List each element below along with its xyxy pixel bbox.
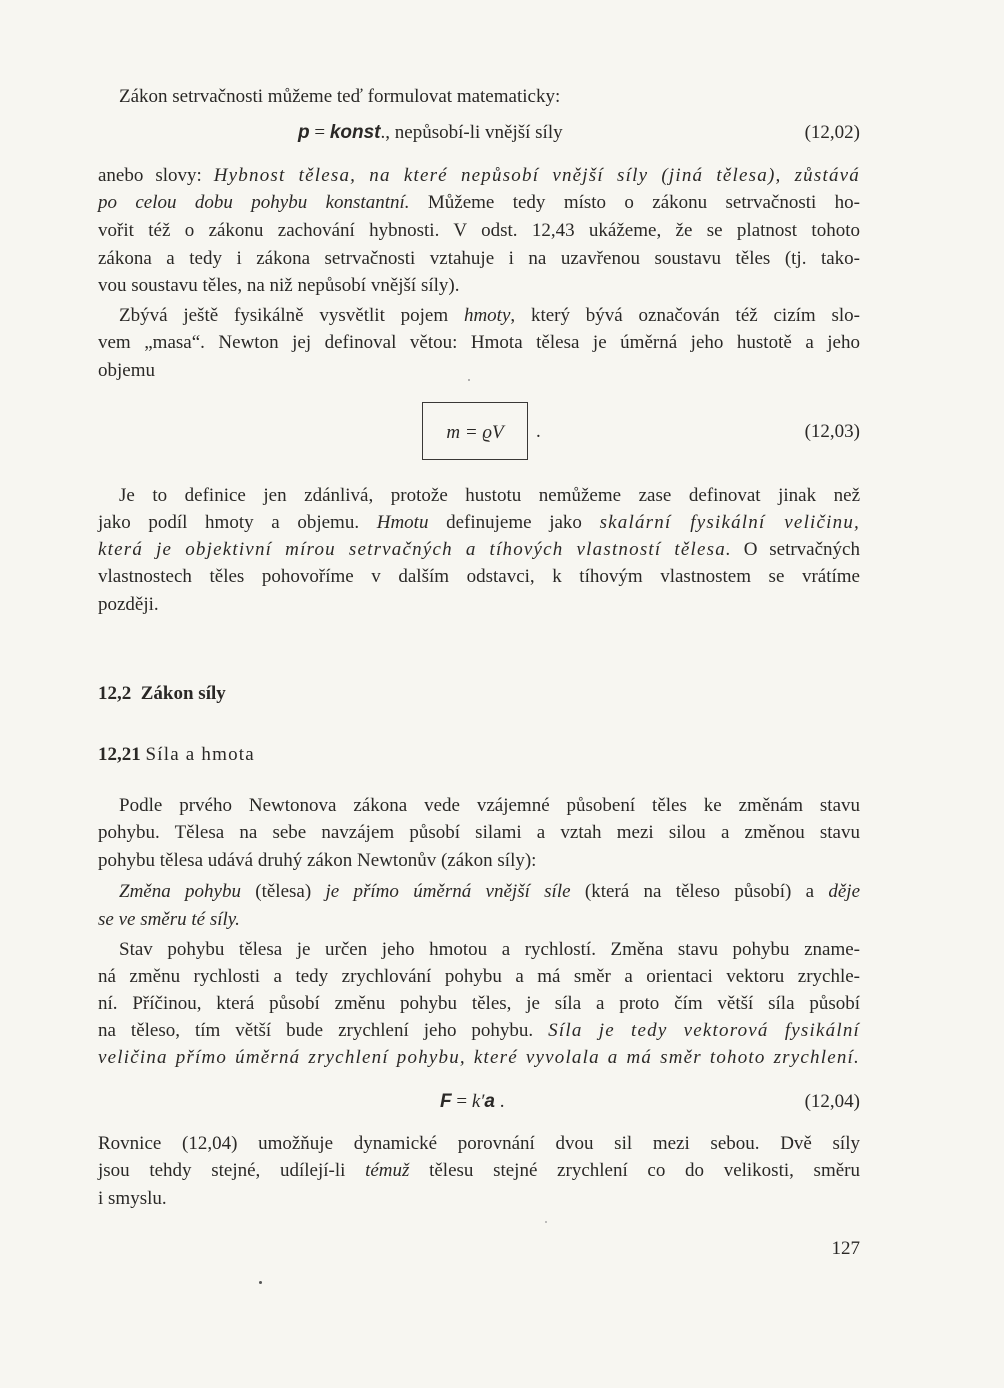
equation-number: (12,04) (804, 1091, 860, 1112)
text: na těleso, tím větší bude zrychlení jeho pohybu. (98, 1020, 549, 1041)
text-line (98, 564, 860, 590)
emphasis-text: děje (828, 881, 861, 902)
text-line (98, 991, 860, 1017)
text: , který bývá označován též cizím slo- (510, 305, 860, 326)
text: Podle prvého Newtonova zákona vede vzájemné působení těles ke změnám stavu (119, 795, 860, 816)
equation-condition: ., nepůsobí-li vnější síly (380, 122, 563, 143)
equation-number: (12,03) (804, 421, 860, 442)
text: definujeme jako (428, 512, 600, 533)
text: Stav pohybu tělesa je určen jeho hmotou a rychlostí. Změna stavu pohybu zname- (119, 939, 860, 960)
text-line (98, 1186, 167, 1212)
emphasis-text: Změna pohybu (119, 881, 241, 902)
text: Můžeme tedy místo o zákonu setrvačnosti ho- (409, 192, 860, 213)
print-speck (545, 1221, 547, 1223)
equals-sign: = (451, 1091, 472, 1112)
text-line (98, 820, 860, 846)
section-heading (98, 681, 226, 707)
text: později. (98, 594, 159, 615)
text: vlastnostech těles pohovoříme v dalším odstavci, k tíhovým vlastnostem se vrátíme (98, 566, 860, 587)
subsection-title: Síla a hmota (145, 744, 255, 765)
text: Zákon setrvačnosti můžeme teď formulovat matematicky: (119, 86, 561, 107)
text-line (98, 190, 860, 216)
text: anebo slovy: (98, 165, 214, 186)
text-line (119, 793, 860, 819)
text: objemu (98, 360, 155, 381)
equation-number: (12,02) (804, 122, 860, 143)
section-title: Zákon síly (140, 683, 226, 704)
text-line (98, 510, 860, 536)
emphasis-text: skalární fysikální veličinu, (599, 512, 860, 533)
text-line (98, 1045, 860, 1071)
text-line (98, 273, 459, 299)
text: vořit též o zákonu zachování hybnosti. V odst. 12,43 ukážeme, že se platnost tohoto (98, 220, 860, 241)
text-line (98, 592, 159, 618)
text-line (119, 879, 860, 905)
text: Je to definice jen zdánlivá, protože hustotu nemůžeme zase definovat jinak než (119, 485, 860, 506)
equation-12-04 (440, 1089, 505, 1115)
text-line (119, 483, 860, 509)
text: vem „masa“. Newton jej definoval větou: Hmota tělesa je úměrná jeho hustotě a jeho (98, 332, 860, 353)
text: Zbývá ještě fysikálně vysvětlit pojem (119, 305, 464, 326)
text: Rovnice (12,04) umožňuje dynamické porovnání dvou sil mezi sebou. Dvě síly (98, 1133, 860, 1154)
text-line (98, 1131, 860, 1157)
emphasis-text: se ve směru té síly. (98, 909, 240, 930)
section-number: 12,2 (98, 683, 132, 704)
text: jsou tehdy stejné, udílejí-li (98, 1160, 366, 1181)
text: jako podíl hmoty a objemu. (98, 512, 377, 533)
emphasis-text: Hmotu (376, 512, 429, 533)
text-line (98, 964, 860, 990)
text-line (119, 937, 860, 963)
text-line (98, 358, 155, 384)
text-line (98, 163, 860, 189)
text-line (119, 303, 860, 329)
equation-dot: . (495, 1091, 505, 1112)
emphasis-text: Hybnost tělesa, na které nepůsobí vnější síly (jiná tělesa), zůstává (213, 165, 860, 186)
text-line (98, 246, 860, 272)
text-line (98, 907, 240, 933)
print-speck (468, 379, 470, 381)
density-formula: m = ϱV (446, 422, 504, 443)
force-symbol: F (440, 1091, 452, 1112)
text-line (98, 330, 860, 356)
constant-symbol: k′ (471, 1091, 485, 1112)
emphasis-text: která je objektivní mírou setrvačných a tíhových vlastností tělesa. (98, 539, 732, 560)
text: (tělesa) (240, 881, 326, 902)
text-line (98, 1158, 860, 1184)
acceleration-symbol: a (484, 1091, 495, 1112)
text: zákona a tedy i zákona setrvačnosti vztahuje i na uzavřenou soustavu těles (tj. tako- (98, 248, 860, 269)
emphasis-text: veličina přímo úměrná zrychlení pohybu, které vyvolala a má směr tohoto zrychlení. (98, 1047, 860, 1068)
text: tělesu stejné zrychlení co do velikosti, směru (409, 1160, 860, 1181)
equation-12-02 (298, 120, 563, 146)
emphasis-text: Síla je tedy vektorová fysikální (548, 1020, 860, 1041)
text: pohybu tělesa udává druhý zákon Newtonův (zákon síly): (98, 850, 537, 871)
equals-sign: = (309, 122, 330, 143)
konst-term: konst (329, 122, 381, 143)
text: i smyslu. (98, 1188, 167, 1209)
equation-dot: . (536, 421, 541, 442)
text-line (98, 1018, 860, 1044)
page-number: 127 (831, 1238, 860, 1259)
text: O setrvačných (731, 539, 860, 560)
print-speck (259, 1281, 262, 1284)
text-line (98, 218, 860, 244)
text: ní. Příčinou, která působí změnu pohybu těles, je síla a proto čím větší síla působí (98, 993, 860, 1014)
subsection-heading (98, 742, 255, 768)
text-line (98, 537, 860, 563)
boxed-equation-12-03 (422, 402, 528, 460)
momentum-symbol: p (298, 122, 310, 143)
emphasis-text: hmoty (463, 305, 511, 326)
text-line (119, 84, 560, 110)
emphasis-text: témuž (365, 1160, 410, 1181)
text-line (98, 848, 536, 874)
text: pohybu. Tělesa na sebe navzájem působí silami a vztah mezi silou a změnou stavu (98, 822, 860, 843)
text: (která na těleso působí) a (570, 881, 829, 902)
text: ná změnu rychlosti a tedy zrychlování pohybu a má směr a orientaci vektoru zrychle- (98, 966, 860, 987)
emphasis-text: po celou dobu pohybu konstantní. (98, 192, 410, 213)
text: vou soustavu těles, na niž nepůsobí vnější síly). (98, 275, 460, 296)
subsection-number: 12,21 (98, 744, 141, 765)
emphasis-text: je přímo úměrná vnější síle (325, 881, 571, 902)
